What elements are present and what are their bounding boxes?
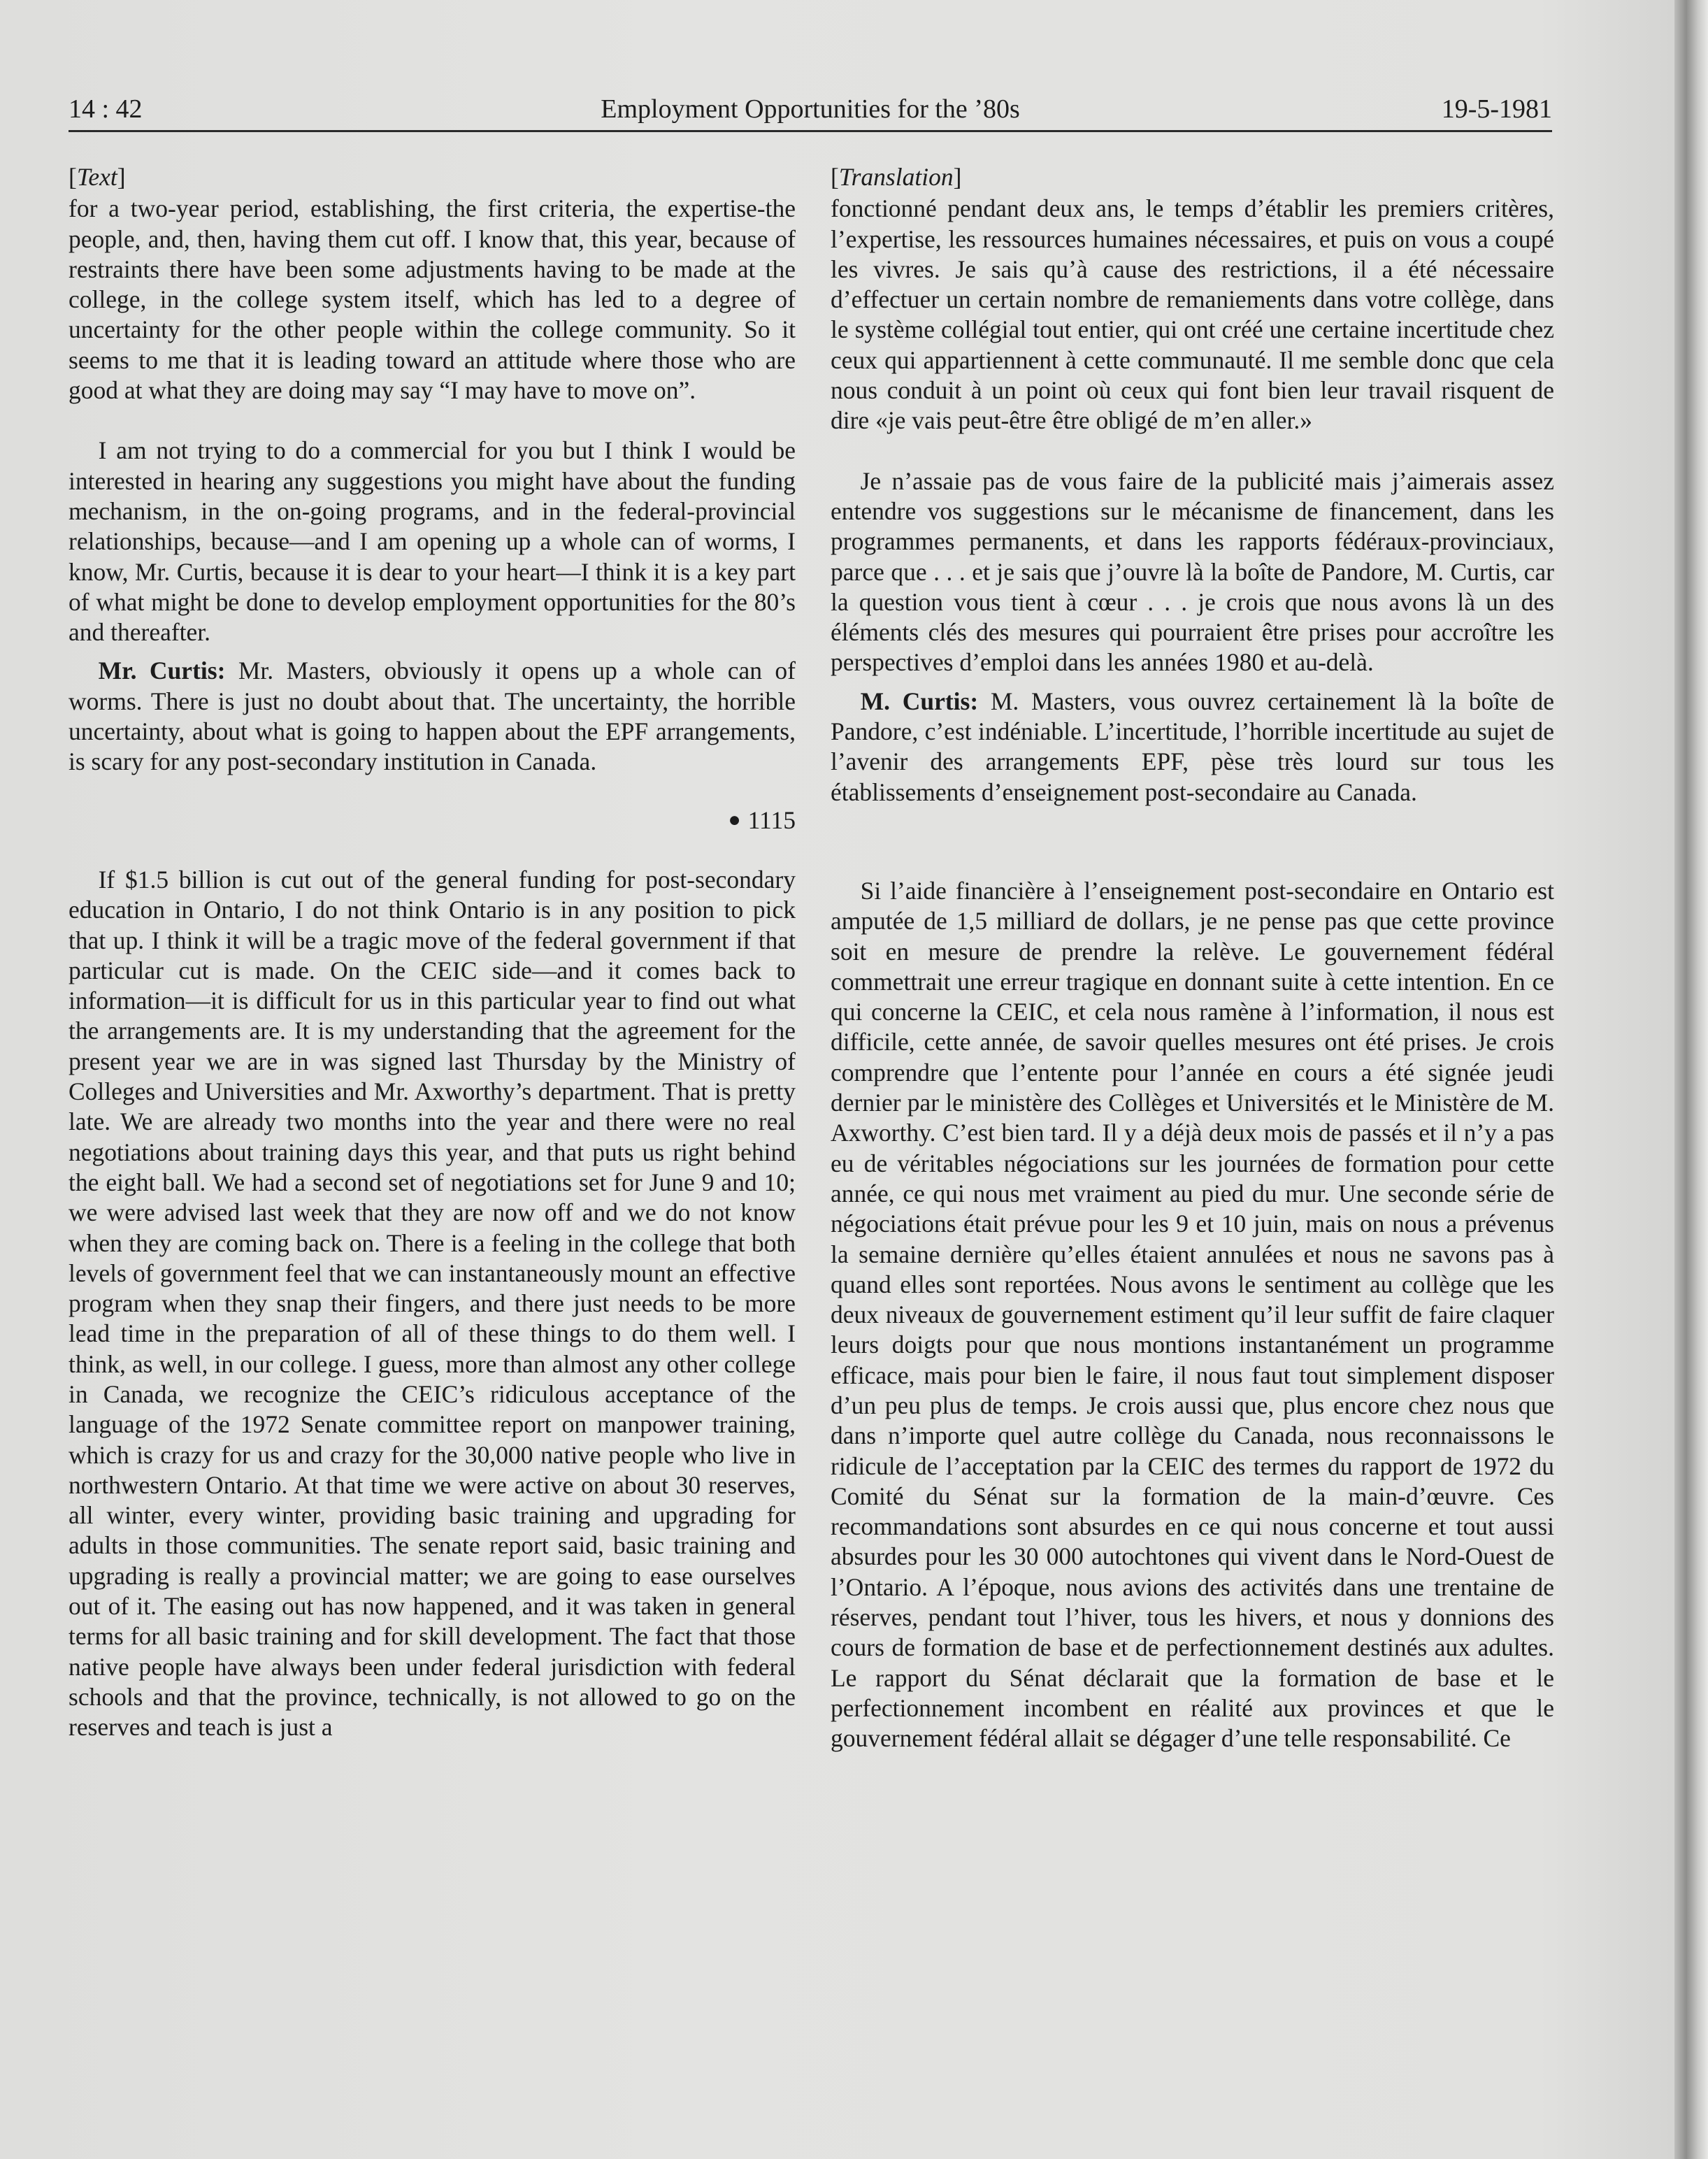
english-column (69, 162, 796, 1743)
speaker-paragraph (831, 687, 1554, 808)
publication-title: Employment Opportunities for the ’80s (601, 94, 1020, 124)
paragraph: for a two-year period, establishing, the first criteria, the expertise-the people, and, then, having them cut off. I know that, this year, because of restraints there have been some adjustments having to be made at the college, in the college system itself, which has led to a degree of uncertainty for the other people within the college community. So it seems to me that it is leading toward an attitude where those who are good at what they are doing may say “I may have to move on”. (69, 194, 796, 405)
page-header (69, 88, 1552, 132)
time-marker-label: 1115 (747, 805, 796, 834)
page-number: 14 : 42 (69, 94, 143, 124)
speaker-name: M. Curtis: (860, 687, 979, 715)
paragraph: fonctionné pendant deux ans, le temps d’établir les premiers critères, l’expertise, les ressources humaines nécessaires, et puis on vous a coupé les vivres. Je sais qu’à cause des restrictions, il a été nécessaire d’effectuer un certain nombre de remaniements dans votre collège, dans le système collégial tout entier, qui ont créé une certaine incertitude chez ceux qui appartiennent à cette communauté. Il me semble donc que cela nous conduit à un point où ceux qui font bien leur travail risquent de dire «je vais peut-être être obligé de m’en aller.» (831, 194, 1554, 435)
paragraph: I am not trying to do a commercial for you but I think I would be interested in hearing any suggestions you might have about the funding mechanism, in the on-going programs, and in the federal-provincial relationships, because—and I am opening up a whole can of worms, I know, Mr. Curtis, because it is dear to your heart—I think it is a key part of what might be done to develop employment opportunities for the 80’s and thereafter. (69, 436, 796, 647)
time-marker (69, 805, 796, 837)
column-label: [Text] (69, 163, 126, 191)
speaker-paragraph (69, 656, 796, 777)
french-column (831, 162, 1554, 1754)
page-date: 19-5-1981 (1441, 94, 1552, 124)
paragraph: Si l’aide financière à l’enseignement post-secondaire en Ontario est amputée de 1,5 milliard de dollars, je ne pense pas que cette province soit en mesure de prendre la relève. Le gouvernement fédéral commettrait une erreur tragique en donnant suite à cette intention. En ce qui concerne la CEIC, et cela nous ramène à l’information, il nous est difficile, cette année, de savoir quelles mesures ont été prises. Je crois comprendre que l’entente pour l’année en cours a été signée jeudi dernier par le ministère des Collèges et Universités et le Ministère de M. Axworthy. C’est bien tard. Il y a déjà deux mois de passés et il n’y a pas eu de véritables négociations sur les journées de formation pour cette année, ce qui nous met vraiment au pied du mur. Une seconde série de négociations était prévue pour les 9 et 10 juin, mais on nous a prévenus la semaine dernière qu’elles étaient annulées et nous ne savons pas à quand elles sont reportées. Nous avons le sentiment au collège que les deux niveaux de gouvernement estiment qu’il leur suffit de faire claquer leurs doigts pour que nous montions instantanément un programme efficace, mais pour bien le faire, il nous faut tout simplement disposer d’un peu plus de temps. Je crois aussi que, plus encore chez nous que dans n’importe quel autre collège du Canada, nous reconnaissons le ridicule de l’acceptation par la CEIC des termes du rapport de 1972 du Comité du Sénat sur la formation de la main-d’œuvre. Ces recommandations sont absurdes en ce qui nous concerne et tout aussi absurdes pour les 30 000 autochtones qui vivent dans le Nord-Ouest de l’Ontario. A l’époque, nous avions des activités dans une trentaine de réserves, pendant tout l’hiver, tous les hivers, et nous y donnions des cours de formation de base et de perfectionnement destinés aux adultes. Le rapport du Sénat déclarait que la formation de base et le perfectionnement incombent en réalité aux provinces et que le gouvernement fédéral allait se dégager d’une telle responsabilité. Ce (831, 876, 1554, 1753)
page-edge-shadow (1674, 0, 1708, 2159)
speaker-text: Mr. Masters, obviously it opens up a whole can of worms. There is just no doubt about that. The uncertainty, the horrible uncertainty, about what is going to happen about the EPF arrangements, is scary for any post-secondary institution in Canada. (69, 657, 796, 776)
paragraph: If $1.5 billion is cut out of the general funding for post-secondary education in Ontario, I do not think Ontario is in any position to pick that up. I think it will be a tragic move of the federal government if that particular cut is made. On the CEIC side—and it comes back to information—it is difficult for us in this particular year to find out what the arrangements are. It is my understanding that the agreement for the present year we are in was signed last Thursday by the Ministry of Colleges and Universities and Mr. Axworthy’s department. That is pretty late. We are already two months into the year and there were no real negotiations about training days this year, and that puts us right behind the eight ball. We had a second set of negotiations set for June 9 and 10; we were advised last week that they are now off and we do not know when they are coming back on. There is a feeling in the college that both levels of government feel that we can instantaneously mount an effective program when they snap their fingers, and there just needs to be more lead time in the preparation of all of these things to do them well. I think, as well, in our college. I guess, more than almost any other college in Canada, we recognize the CEIC’s ridiculous acceptance of the language of the 1972 Senate committee report on manpower training, which is crazy for us and crazy for the 30,000 native people who live in northwestern Ontario. At that time we were active on about 30 reserves, all winter, every winter, providing basic training and upgrading for adults in those communities. The senate report said, basic training and upgrading is really a provincial matter; we are going to ease ourselves out of it. The easing out has now happened, and it was taken in general terms for all basic training and for skill development. The fact that those native people have always been under federal jurisdiction with federal schools and that the province, technically, is not allowed to go on the reserves and teach is just a (69, 865, 796, 1742)
bullet-icon: ● (728, 808, 741, 831)
column-label: [Translation] (831, 163, 962, 191)
speaker-name: Mr. Curtis: (98, 657, 226, 685)
speaker-text: M. Masters, vous ouvrez certainement là la boîte de Pandore, c’est indéniable. L’incertitude, l’horrible incertitude au sujet de l’avenir des arrangements EPF, pèse très lourd sur tous les établissements d’enseignement post-secondaire au Canada. (831, 687, 1554, 806)
spacer (831, 808, 1554, 876)
paragraph: Je n’assaie pas de vous faire de la publicité mais j’aimerais assez entendre vos suggestions sur le mécanisme de financement, dans les programmes permanents, et dans les rapports fédéraux-provinciaux, parce que . . . et je sais que j’ouvre là la boîte de Pandore, M. Curtis, car la question vous tient à cœur . . . je crois que nous avons là un des éléments clés des mesures qui pourraient être prises pour accroître les perspectives d’emploi dans les années 1980 et au-delà. (831, 466, 1554, 677)
